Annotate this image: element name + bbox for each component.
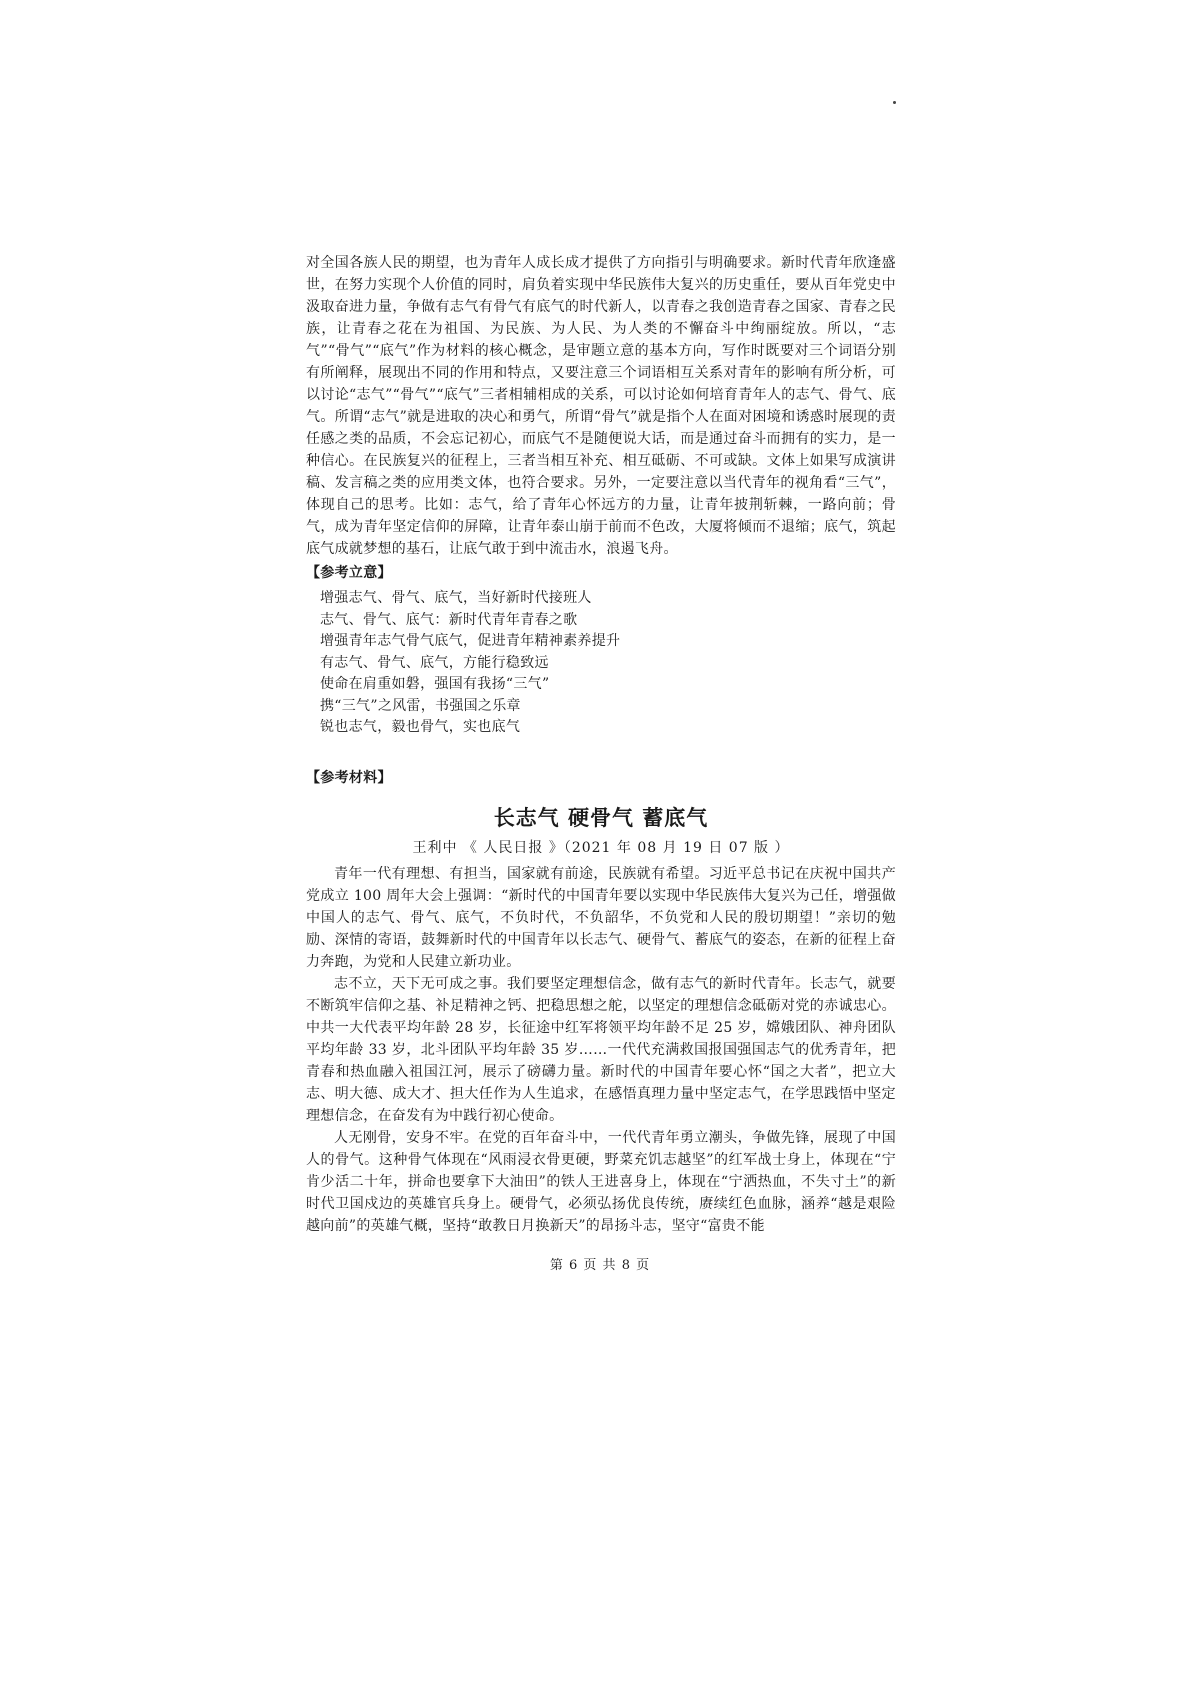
lizhi-item: 携“三气”之风雷，书强国之乐章 <box>320 697 521 714</box>
lizhi-item: 锐也志气，毅也骨气，实也底气 <box>320 719 521 735</box>
page-content <box>306 252 896 1237</box>
scan-speck <box>893 101 896 104</box>
lizhi-list <box>306 588 896 739</box>
lizhi-item: 使命在肩重如磐，强国有我扬“三气” <box>320 676 550 692</box>
lizhi-item: 有志气、骨气、底气，方能行稳致远 <box>320 654 549 671</box>
lizhi-item: 志气、骨气、底气：新时代青年青春之歌 <box>320 611 578 628</box>
intro-paragraph: 对全国各族人民的期望，也为青年人成长成才提供了方向指引与明确要求。新时代青年欣逢盛世，在努力实现个人价值的同时，肩负着实现中华民族伟大复兴的历史重任，要从百年党史中汲取奋进力量，争做有志气有骨气有底气的时代新人，以青春之我创造青春之国家、青春之民族，让青春之花在为祖国、为民族、为人民、为人类的不懈奋斗中绚丽绽放。所以，“志气”“骨气”“底气”作为材料的核心概念，是审题立意的基本方向，写作时既要对三个词语分别有所阐释，展现出不同的作用和特点，又要注意三个词语相互关系对青年的影响有所分析，可以讨论“志气”“骨气”“底气”三者相辅相成的关系，可以讨论如何培育青年人的志气、骨气、底气。所谓“志气”就是进取的决心和勇气，所谓“骨气”就是指个人在面对困境和诱惑时展现的责任感之类的品质，不会忘记初心，而底气不是随便说大话，而是通过奋斗而拥有的实力，是一种信心。在民族复兴的征程上，三者当相互补充、相互砥砺、不可或缺。文体上如果写成演讲稿、发言稿之类的应用类文体，也符合要求。另外，一定要注意以当代青年的视角看“三气”，体现自己的思考。比如：志气，给了青年心怀远方的力量，让青年披荆斩棘，一路向前；骨气，成为青年坚定信仰的屏障，让青年泰山崩于前而不色改，大厦将倾而不退缩；底气，筑起底气成就梦想的基石，让底气敢于到中流击水，浪遏飞舟。 <box>306 255 896 557</box>
lizhi-item: 增强志气、骨气、底气，当好新时代接班人 <box>320 590 592 606</box>
article-title: 长志气 硬骨气 蓄底气 <box>493 805 709 830</box>
article-byline: 王利中 《 人民日报 》（2021 年 08 月 19 日 07 版 ） <box>412 839 790 856</box>
article-paragraph: 青年一代有理想、有担当，国家就有前途，民族就有希望。习近平总书记在庆祝中国共产党成立 100 周年大会上强调：“新时代的中国青年要以实现中华民族伟大复兴为己任，增强做中国人的志气、骨气、底气，不负时代，不负韶华，不负党和人民的殷切期望！”亲切的勉励、深情的寄语，鼓舞新时代的中国青年以长志气、硬骨气、蓄底气的姿态，在新的征程上奋力奔跑，为党和人民建立新功业。 <box>306 865 896 970</box>
lizhi-heading: 【参考立意】 <box>306 565 392 581</box>
lizhi-item: 增强青年志气骨气底气，促进青年精神素养提升 <box>320 633 621 649</box>
page-number: 第 6 页 共 8 页 <box>549 1258 651 1273</box>
material-heading: 【参考材料】 <box>306 769 392 786</box>
article-paragraph: 人无刚骨，安身不牢。在党的百年奋斗中，一代代青年勇立潮头，争做先锋，展现了中国人的骨气。这种骨气体现在“风雨浸衣骨更硬，野菜充饥志越坚”的红军战士身上，体现在“宁肯少活二十年，拼命也要拿下大油田”的铁人王进喜身上，体现在“宁洒热血，不失寸土”的新时代卫国戍边的英雄官兵身上。硬骨气，必须弘扬优良传统，赓续红色血脉，涵养“越是艰险越向前”的英雄气概，坚持“敢教日月换新天”的昂扬斗志，坚守“富贵不能 <box>306 1129 896 1234</box>
article-paragraph: 志不立，天下无可成之事。我们要坚定理想信念，做有志气的新时代青年。长志气，就要不断筑牢信仰之基、补足精神之钙、把稳思想之舵，以坚定的理想信念砥砺对党的赤诚忠心。中共一大代表平均年龄 28 岁，长征途中红军将领平均年龄不足 25 岁，嫦娥团队、神舟团队平均年龄 33 岁，北斗团队平均年龄 35 岁……一代代充满救国报国强国志气的优秀青年，把青春和热血融入祖国江河，展示了磅礴力量。新时代的中国青年要心怀“国之大者”，把立大志、明大德、成大才、担大任作为人生追求，在感悟真理力量中坚定志气，在学思践悟中坚定理想信念，在奋发有为中践行初心使命。 <box>306 975 896 1124</box>
